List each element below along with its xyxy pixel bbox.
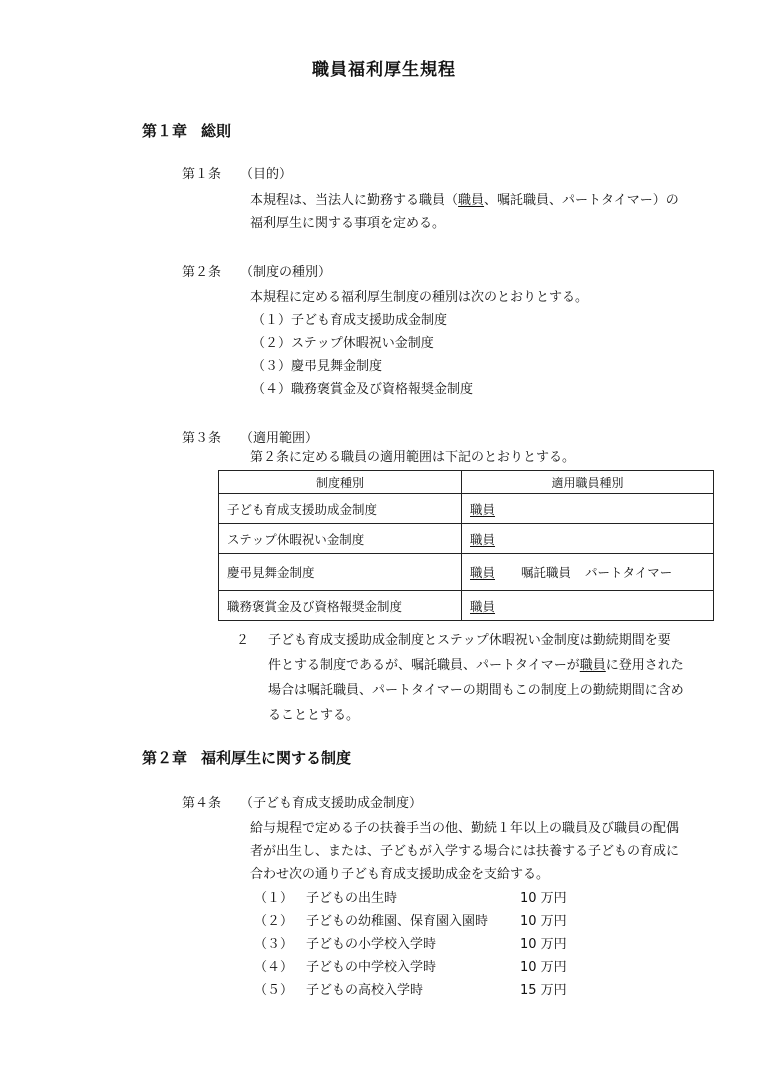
article-3-caption: （適用範囲） xyxy=(240,431,319,446)
table-cell-staff xyxy=(462,591,714,621)
article-1-line-1 xyxy=(250,194,679,207)
allowance-item-amount: 10 万円 xyxy=(520,960,567,975)
table-row xyxy=(219,494,714,524)
table-header-staff: 適用職員種別 xyxy=(462,471,714,494)
article-3-para2-line: ることとする。 xyxy=(268,708,360,723)
table-cell-staff xyxy=(462,524,714,554)
chapter-2-heading xyxy=(142,751,351,766)
article-4-line: 給与規程で定める子の扶養手当の他、勤続１年以上の職員及び職員の配偶 xyxy=(250,821,680,836)
article-1-text-c: 、嘱託職員、パートタイマー）の xyxy=(484,193,679,208)
table-header-system: 制度種別 xyxy=(219,471,462,494)
article-3-number: 第３条 xyxy=(182,431,222,446)
chapter-1-heading xyxy=(142,124,231,139)
article-1-caption: （目的） xyxy=(240,167,293,182)
table-row xyxy=(219,554,714,591)
allowance-item-label: 子どもの小学校入学時 xyxy=(306,937,437,952)
para2-underlined: 職員 xyxy=(579,658,606,673)
staff-type: 職員 xyxy=(470,501,496,517)
allowance-item-label: 子どもの高校入学時 xyxy=(306,983,424,998)
article-2-intro: 本規程に定める福利厚生制度の種別は次のとおりとする。 xyxy=(250,290,589,305)
para2-text: 件とする制度であるが、嘱託職員、パートタイマーが xyxy=(268,658,580,673)
table-header-row xyxy=(219,471,714,494)
article-2-item: （２）ステップ休暇祝い金制度 xyxy=(252,336,434,351)
table-row xyxy=(219,524,714,554)
table-cell-system: ステップ休暇祝い金制度 xyxy=(219,524,462,554)
allowance-item-number: （１） xyxy=(254,891,294,906)
staff-type: 嘱託職員 xyxy=(521,565,572,580)
allowance-item-number: （５） xyxy=(254,983,294,998)
scope-table xyxy=(218,470,714,621)
allowance-item-label: 子どもの中学校入学時 xyxy=(306,960,437,975)
allowance-item-number: （２） xyxy=(254,914,294,929)
staff-type: 職員 xyxy=(470,598,496,614)
article-2-item: （１）子ども育成支援助成金制度 xyxy=(252,313,448,328)
article-2-item: （３）慶弔見舞金制度 xyxy=(252,359,383,374)
article-4-number: 第４条 xyxy=(182,796,222,811)
article-3-intro: 第２条に定める職員の適用範囲は下記のとおりとする。 xyxy=(250,450,576,465)
table-cell-staff xyxy=(462,554,714,591)
allowance-item-amount: 10 万円 xyxy=(520,937,567,952)
article-3-para2-line xyxy=(268,659,684,672)
article-2-caption: （制度の種別） xyxy=(240,265,332,280)
table-cell-staff xyxy=(462,494,714,524)
chapter-1-label: 第１章 xyxy=(142,122,188,140)
article-3-para2-number: ２ xyxy=(236,633,250,648)
table-cell-system: 子ども育成支援助成金制度 xyxy=(219,494,462,524)
article-1-text-underlined: 職員 xyxy=(458,193,485,208)
table-row xyxy=(219,591,714,621)
article-4-caption: （子ども育成支援助成金制度） xyxy=(240,796,423,811)
allowance-item-amount: 15 万円 xyxy=(520,983,567,998)
article-4-line: 合わせ次の通り子ども育成支援助成金を支給する。 xyxy=(250,867,550,882)
document-title: 職員福利厚生規程 xyxy=(312,60,456,80)
article-1-number: 第１条 xyxy=(182,167,222,182)
allowance-item-number: （３） xyxy=(254,937,294,952)
staff-type: 職員 xyxy=(470,531,496,547)
staff-type: パートタイマー xyxy=(585,565,673,580)
chapter-2-label: 第２章 xyxy=(142,749,188,767)
allowance-item-amount: 10 万円 xyxy=(520,914,567,929)
article-4-line: 者が出生し、または、子どもが入学する場合には扶養する子どもの育成に xyxy=(250,844,680,859)
para2-text: に登用された xyxy=(605,658,684,673)
allowance-item-label: 子どもの出生時 xyxy=(306,891,398,906)
article-3-para2-line: 場合は嘱託職員、パートタイマーの期間もこの制度上の勤続期間に含め xyxy=(268,683,684,698)
article-1-text-b: 職員（ xyxy=(419,193,459,208)
article-1-text-a: 本規程は、当法人に勤務する xyxy=(250,193,420,208)
chapter-1-name: 総則 xyxy=(201,122,232,140)
article-1-line-2: 福利厚生に関する事項を定める。 xyxy=(250,216,446,231)
chapter-2-name: 福利厚生に関する制度 xyxy=(201,749,352,767)
article-2-item: （４）職務褒賞金及び資格報奨金制度 xyxy=(252,382,474,397)
article-2-number: 第２条 xyxy=(182,265,222,280)
table-cell-system: 職務褒賞金及び資格報奨金制度 xyxy=(219,591,462,621)
table-cell-system: 慶弔見舞金制度 xyxy=(219,554,462,591)
allowance-item-number: （４） xyxy=(254,960,294,975)
allowance-item-label: 子どもの幼稚園、保育園入園時 xyxy=(306,914,489,929)
allowance-item-amount: 10 万円 xyxy=(520,891,567,906)
article-3-para2-line: 子ども育成支援助成金制度とステップ休暇祝い金制度は勤続期間を要 xyxy=(268,633,671,648)
staff-type: 職員 xyxy=(470,565,496,580)
